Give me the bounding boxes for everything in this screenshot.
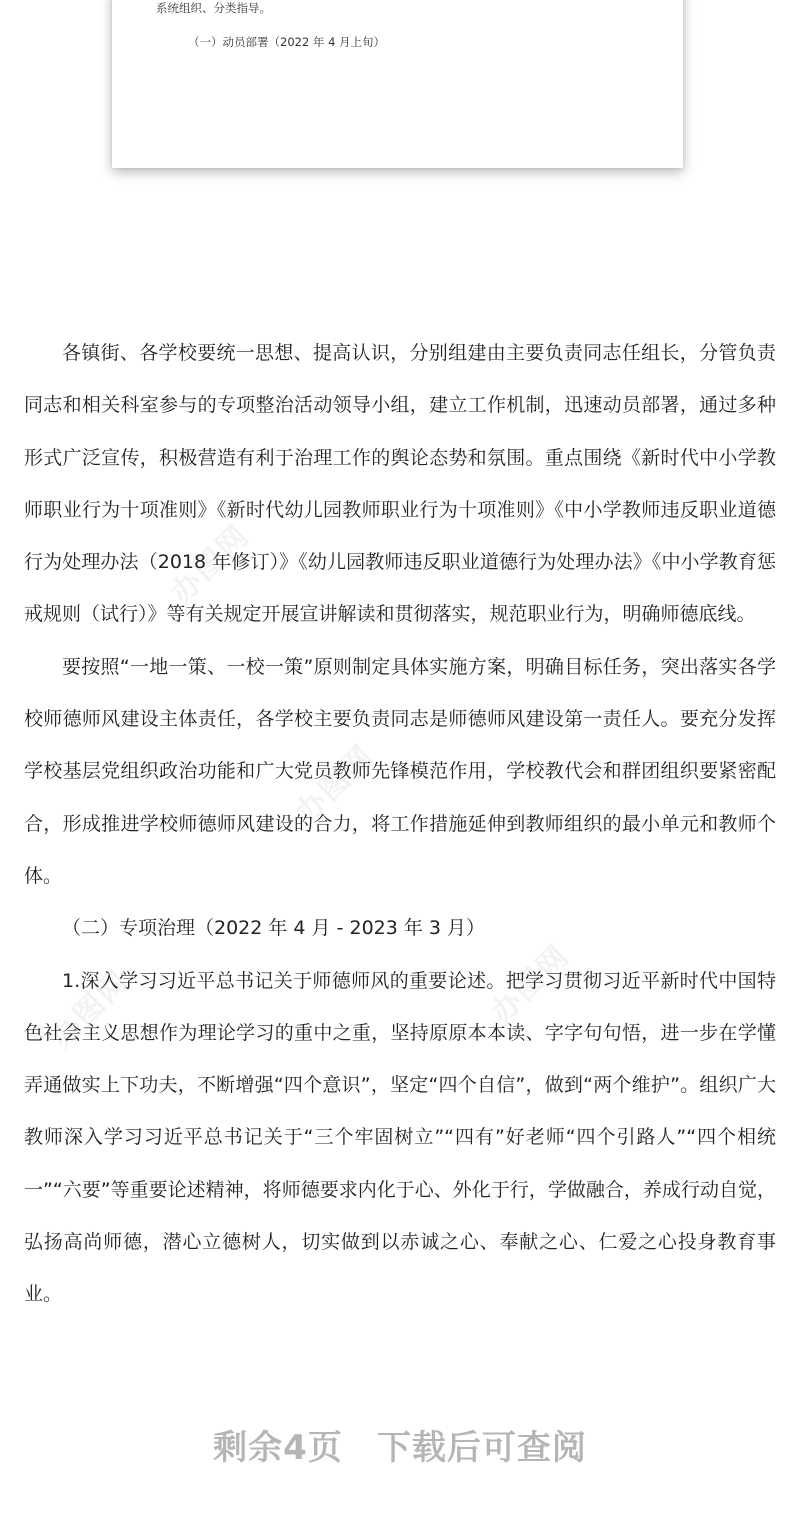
document-body — [24, 327, 776, 1321]
watermark-logo: 办图网 — [289, 738, 382, 831]
watermark-logo: 办图网 — [164, 518, 257, 611]
watermark-logo: 办图网 — [44, 963, 137, 1056]
paragraph: 1.深入学习习近平总书记关于师德师风的重要论述。把学习贯彻习近平新时代中国特色社会主义思想作为理论学习的重中之重，坚持原原本本读、字字句句悟，进一步在学懂弄通做实上下功夫，不断增强“四个意识”，坚定“四个自信”，做到“两个维护”。组织广大教师深入学习习近平总书记关于“三个牢固树立”“四有”好老师“四个引路人”“四个相统一”“六要”等重要论述精神，将师德要求内化于心、外化于行，学做融合，养成行动自觉，弘扬高尚师德，潜心立德树人，切实做到以赤诚之心、奉献之心、仁爱之心投身教育事业。 — [24, 969, 776, 1306]
remaining-pages-label: 剩余4页 — [213, 1428, 343, 1468]
download-to-view-link[interactable]: 下载后可查阅 — [376, 1428, 587, 1468]
document-preview-card — [112, 0, 683, 168]
download-prompt[interactable] — [0, 1420, 800, 1469]
paragraph: 要按照“一地一策、一校一策”原则制定具体实施方案，明确目标任务，突出落实各学校师德师风建设主体责任，各学校主要负责同志是师德师风建设第一责任人。要充分发挥学校基层党组织政治功能和广大党员教师先锋模范作用，学校教代会和群团组织要紧密配合，形成推进学校师德师风建设的合力，将工作措施延伸到教师组织的最小单元和教师个体。 — [24, 655, 776, 887]
watermark-logo: 办图网 — [484, 938, 577, 1031]
preview-text-line: 系统组织、分类指导。 — [156, 1, 271, 15]
preview-section-heading: （一）动员部署（2022 年 4 月上旬） — [188, 35, 386, 49]
paragraph: 各镇街、各学校要统一思想、提高认识，分别组建由主要负责同志任组长，分管负责同志和相关科室参与的专项整治活动领导小组，建立工作机制，迅速动员部署，通过多种形式广泛宣传，积极营造有利于治理工作的舆论态势和氛围。重点围绕《新时代中小学教师职业行为十项准则》《新时代幼儿园教师职业行为十项准则》《中小学教师违反职业道德行为处理办法（2018 年修订）》《幼儿园教师违反职业道德行为处理办法》《中小学教育惩戒规则（试行）》等有关规定开展宣讲解读和贯彻落实，规范职业行为，明确师德底线。 — [24, 342, 776, 626]
section-heading: （二）专项治理（2022 年 4 月 - 2023 年 3 月） — [62, 917, 486, 940]
